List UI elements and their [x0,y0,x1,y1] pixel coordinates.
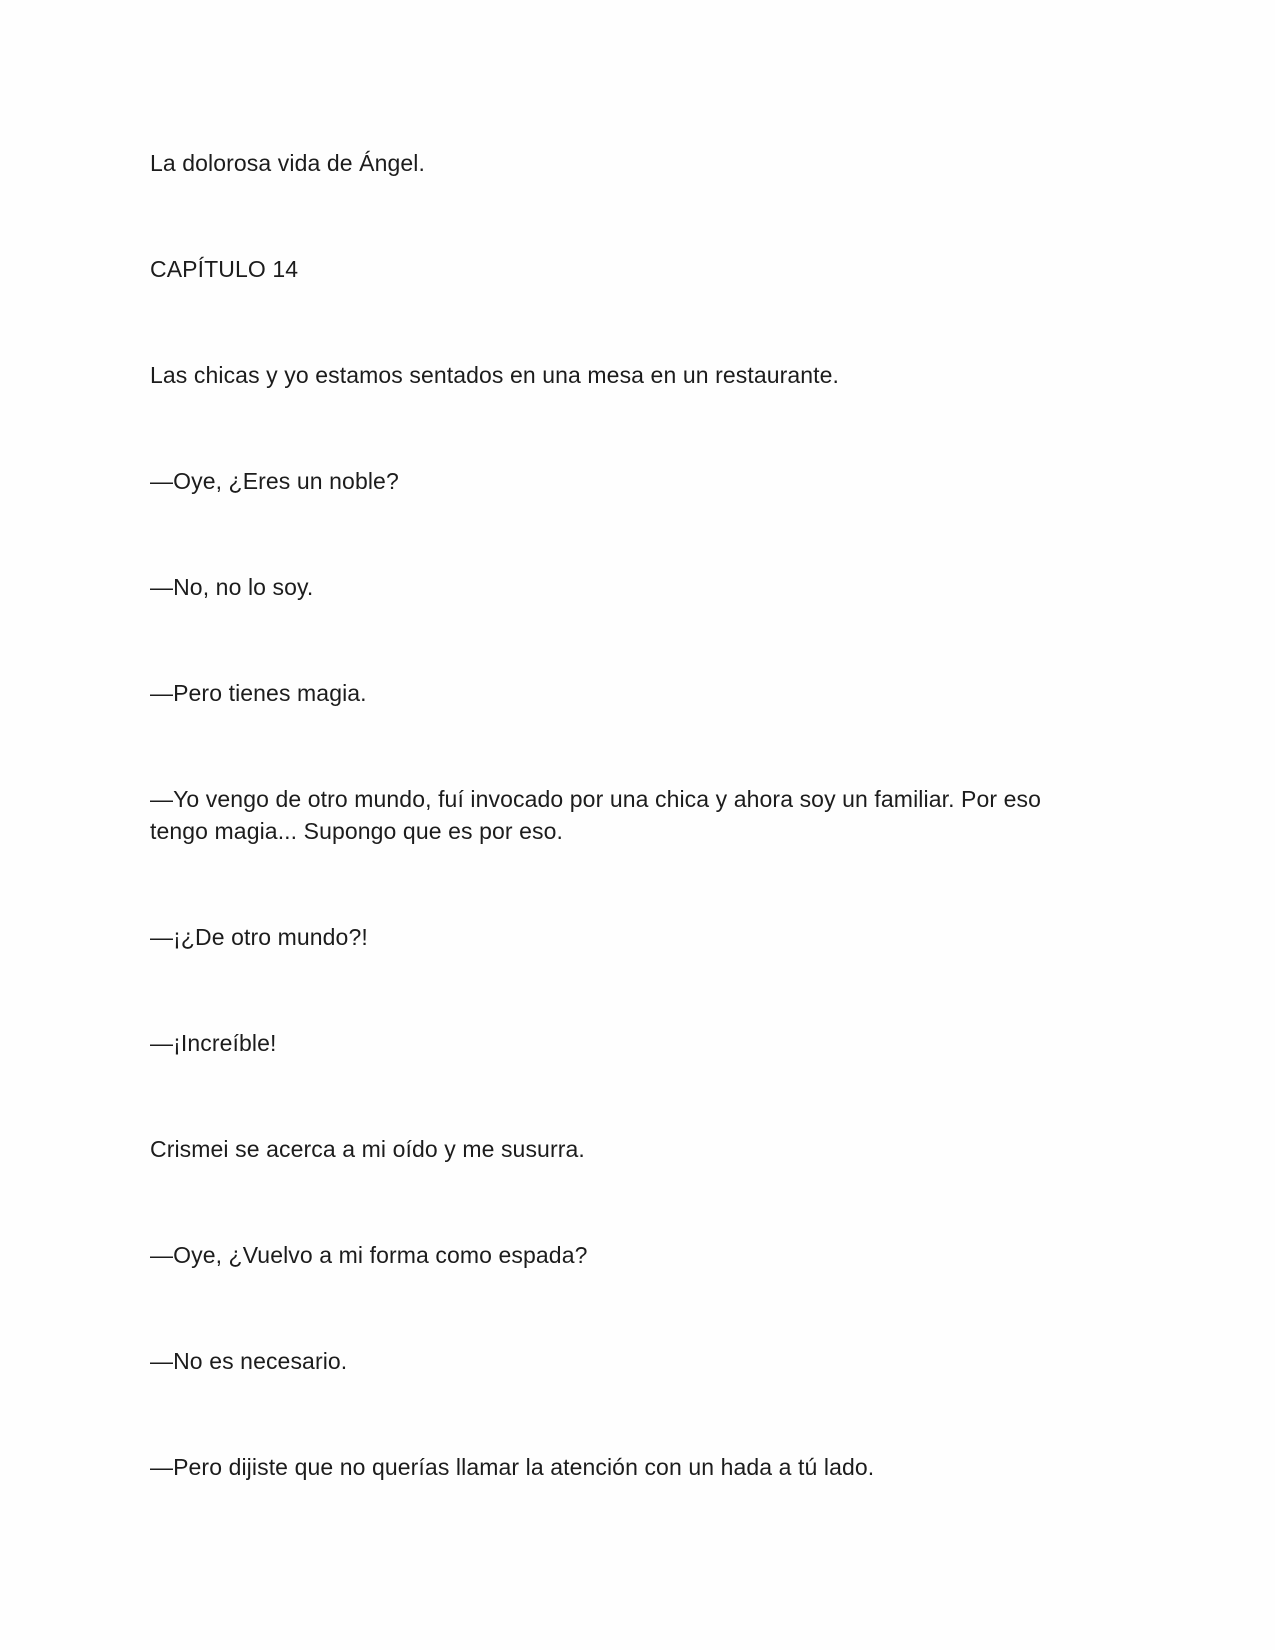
paragraph: —No es necesario. [150,1348,348,1374]
chapter-heading: CAPÍTULO 14 [150,256,299,282]
paragraph: Crismei se acerca a mi oído y me susurra. [150,1136,585,1162]
paragraph: —Pero dijiste que no querías llamar la atención con un hada a tú lado. [150,1454,875,1480]
paragraph: —¡Increíble! [150,1030,277,1056]
paragraph: Las chicas y yo estamos sentados en una mesa en un restaurante. [150,362,840,388]
paragraph: —Yo vengo de otro mundo, fuí invocado por una chica y ahora soy un familiar. Por eso tengo magia... Supongo que es por eso. [150,786,1042,844]
paragraph: —¡¿De otro mundo?! [150,924,368,950]
paragraph: —No, no lo soy. [150,574,314,600]
paragraph: —Oye, ¿Eres un noble? [150,468,399,494]
document-title: La dolorosa vida de Ángel. [150,150,425,176]
paragraph: —Oye, ¿Vuelvo a mi forma como espada? [150,1242,588,1268]
paragraph: —Pero tienes magia. [150,680,367,706]
